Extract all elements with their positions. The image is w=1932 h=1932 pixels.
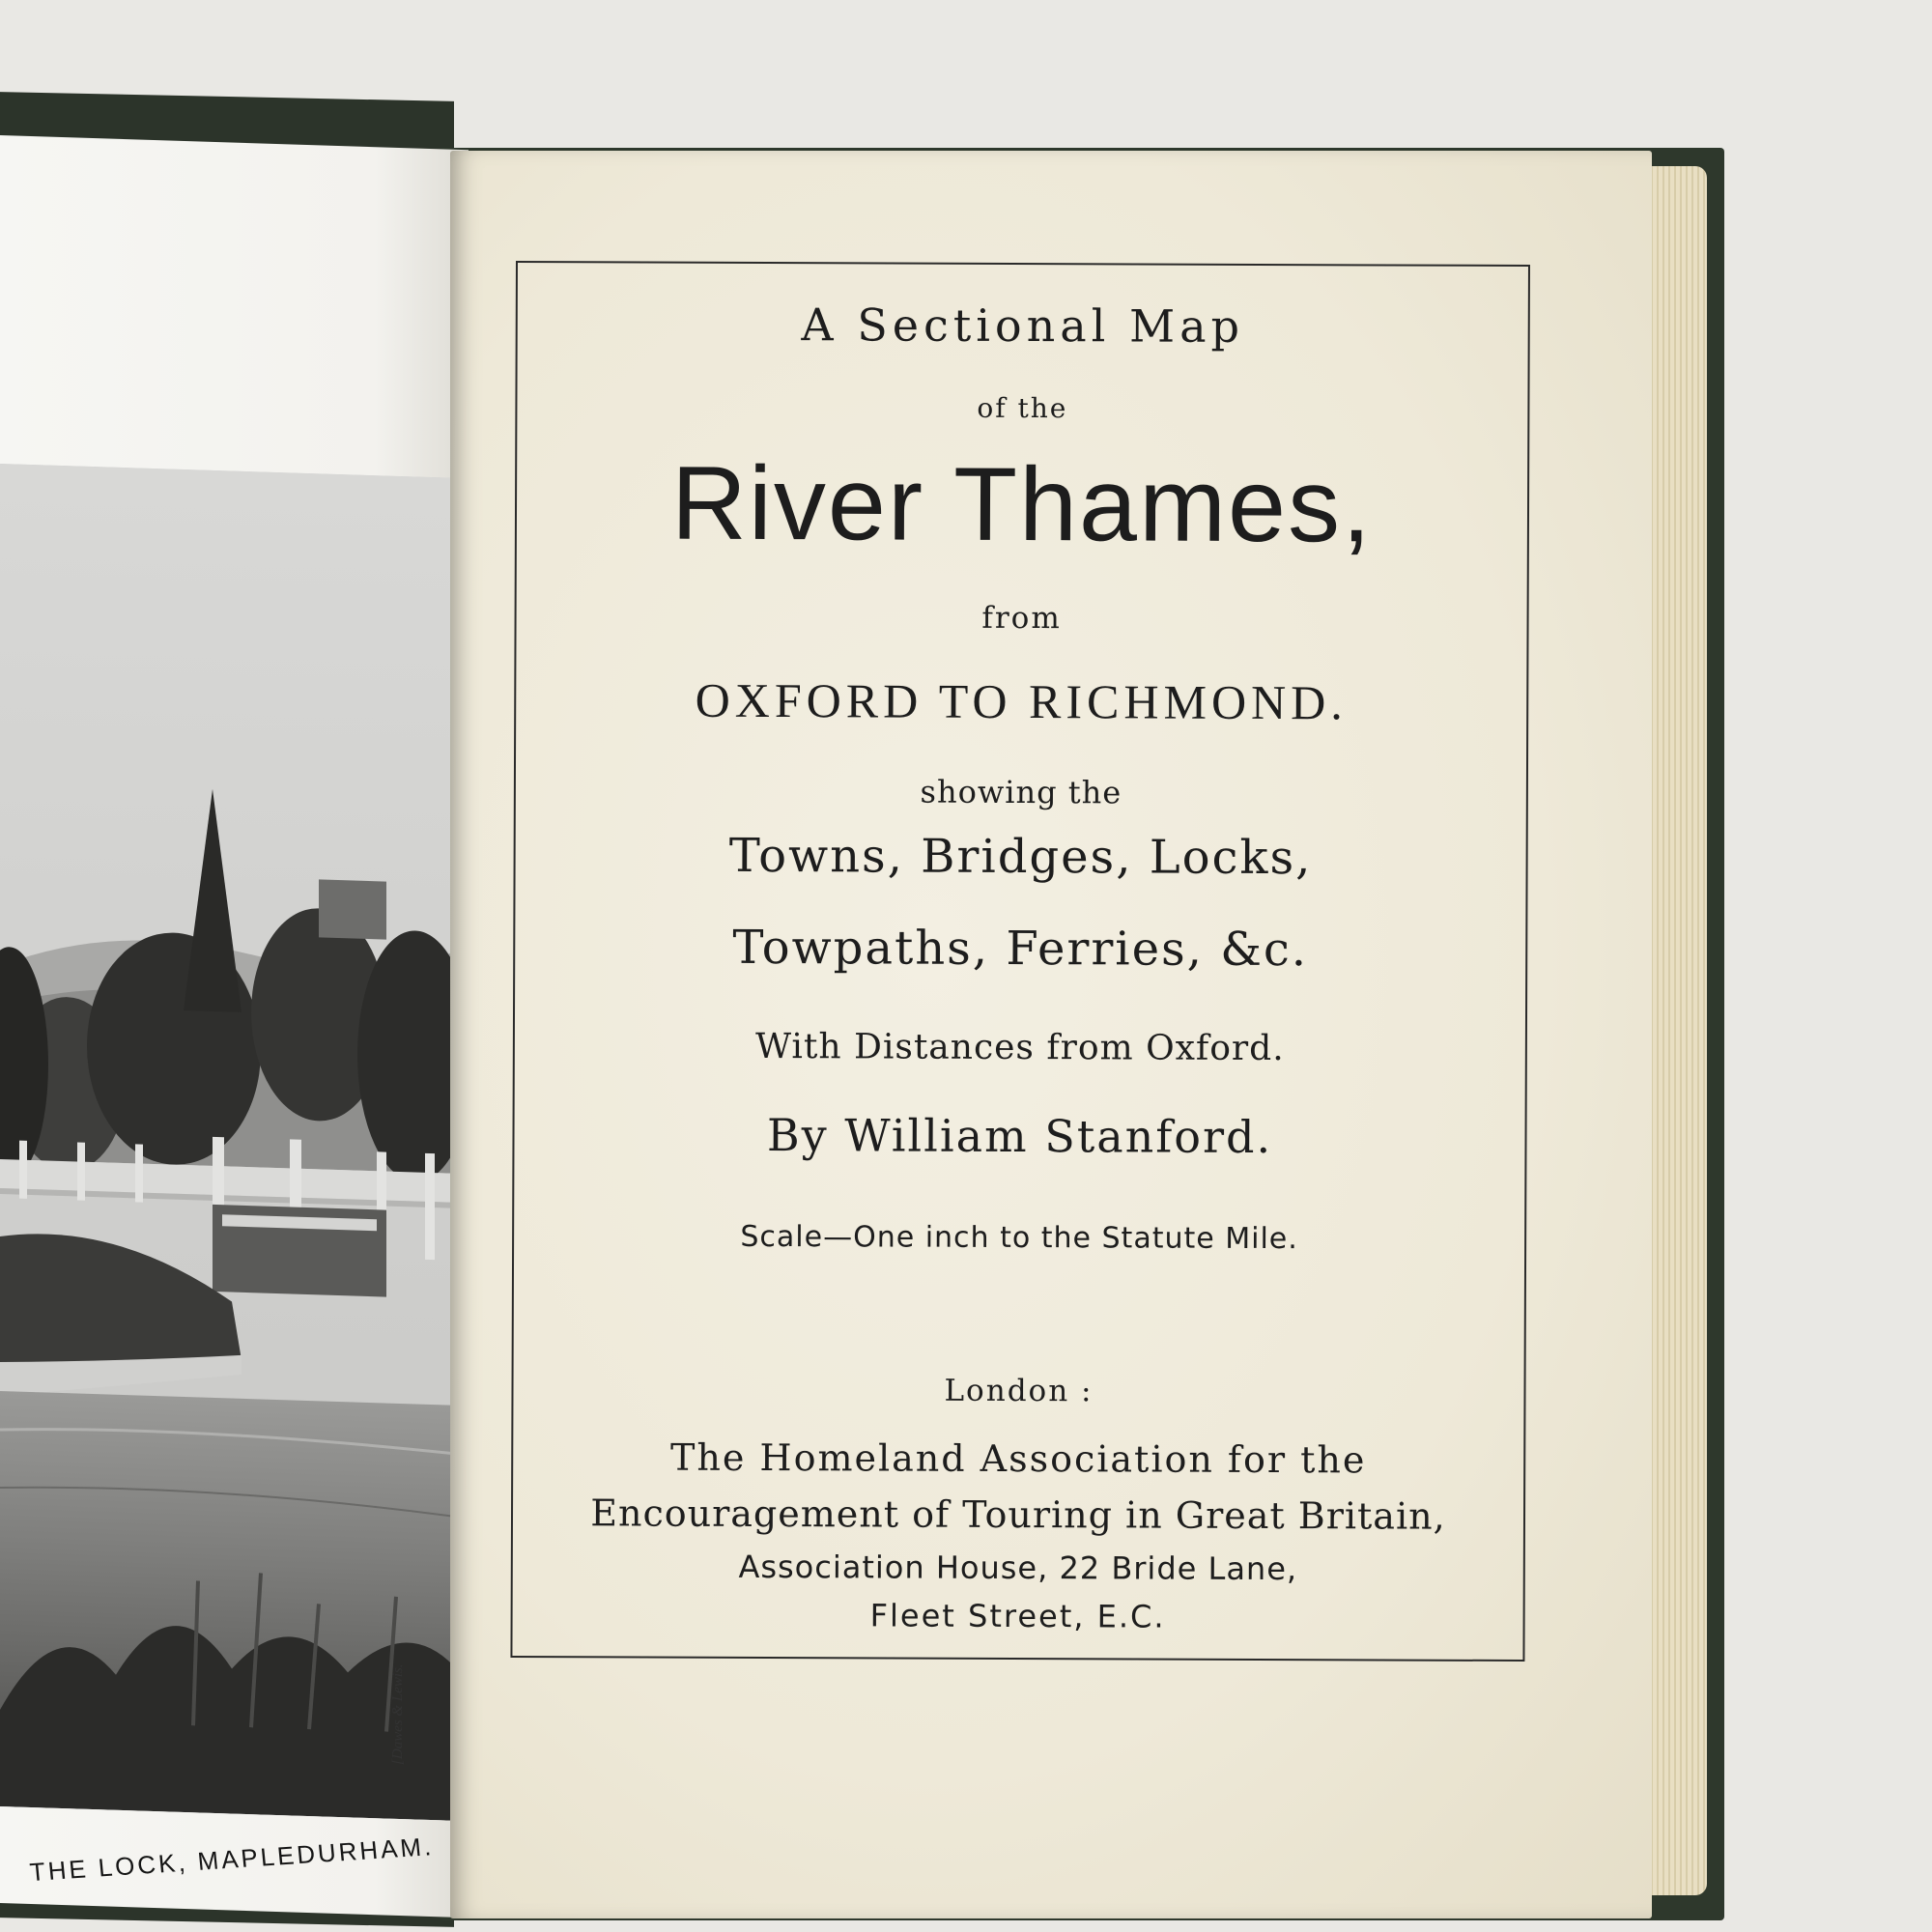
lock-photograph bbox=[0, 464, 454, 1821]
photo-caption: THE LOCK, MAPLEDURHAM. bbox=[28, 1832, 436, 1888]
publisher-line-2: Encouragement of Touring in Great Britain, bbox=[590, 1492, 1446, 1538]
publisher-line-1: The Homeland Association for the bbox=[670, 1435, 1367, 1482]
address-line-1: Association House, 22 Bride Lane, bbox=[738, 1548, 1298, 1588]
title-line-showing: showing the bbox=[920, 773, 1122, 811]
features-line-2: Towpaths, Ferries, &c. bbox=[732, 920, 1309, 978]
page-edges bbox=[1647, 166, 1707, 1895]
title-page-frame bbox=[510, 261, 1530, 1662]
title-line-of-the: of the bbox=[977, 391, 1068, 425]
scale-line: Scale—One inch to the Statute Mile. bbox=[740, 1219, 1298, 1257]
features-line-1: Towns, Bridges, Locks, bbox=[728, 828, 1313, 886]
photo-illustration bbox=[0, 464, 454, 1821]
photo-credit: [Dawes & Lewis. bbox=[390, 1663, 406, 1766]
address-line-2: Fleet Street, E.C. bbox=[869, 1597, 1166, 1635]
title-line-from: from bbox=[981, 600, 1062, 637]
author-line: By William Stanford. bbox=[766, 1109, 1273, 1164]
imprint-city: London : bbox=[944, 1373, 1094, 1409]
main-title: River Thames, bbox=[670, 443, 1374, 564]
distances-line: With Distances from Oxford. bbox=[754, 1026, 1285, 1069]
route-heading: OXFORD TO RICHMOND. bbox=[695, 672, 1348, 730]
title-line-sectional-map: A Sectional Map bbox=[801, 298, 1245, 353]
left-page bbox=[0, 135, 469, 1918]
